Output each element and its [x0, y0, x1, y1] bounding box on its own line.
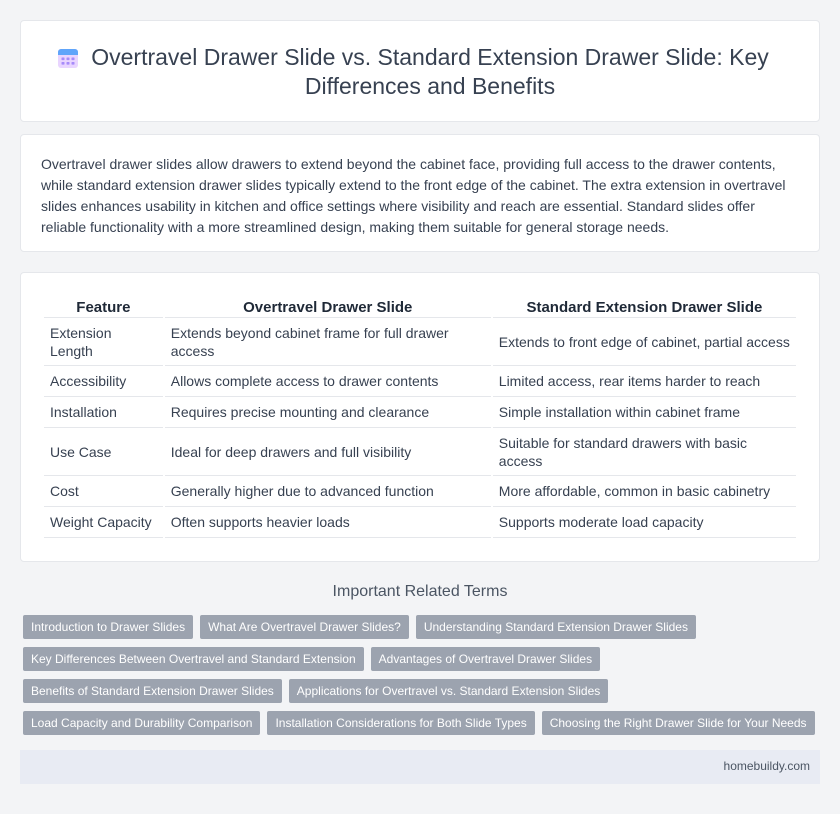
table-cell-feature: Installation: [44, 397, 163, 428]
table-cell-feature: Cost: [44, 476, 163, 507]
table-cell-overtravel: Often supports heavier loads: [165, 507, 491, 538]
table-cell-feature: Extension Length: [44, 318, 163, 366]
table-cell-standard: Extends to front edge of cabinet, partial access: [493, 318, 796, 366]
table-cell-feature: Accessibility: [44, 366, 163, 397]
column-header-overtravel: Overtravel Drawer Slide: [165, 296, 491, 318]
tag-link[interactable]: Understanding Standard Extension Drawer Slides: [416, 615, 696, 639]
tag-link[interactable]: Choosing the Right Drawer Slide for Your Needs: [542, 711, 815, 735]
tag-row: [23, 647, 823, 671]
related-terms-list: [23, 615, 823, 743]
tag-link[interactable]: Advantages of Overtravel Drawer Slides: [371, 647, 600, 671]
table-cell-standard: More affordable, common in basic cabinetry: [493, 476, 796, 507]
related-terms-heading: Important Related Terms: [332, 583, 508, 600]
table-row: [44, 476, 796, 507]
table-row: [44, 318, 796, 366]
table-cell-standard: Suitable for standard drawers with basic access: [493, 428, 796, 476]
header-card: [20, 20, 820, 122]
tag-row: [23, 615, 823, 639]
footer-site-name[interactable]: homebuildy.com: [723, 759, 810, 773]
tag-link[interactable]: Benefits of Standard Extension Drawer Slides: [23, 679, 282, 703]
table-cell-standard: Supports moderate load capacity: [493, 507, 796, 538]
column-header-feature: Feature: [44, 296, 163, 318]
tag-link[interactable]: Introduction to Drawer Slides: [23, 615, 193, 639]
tag-link[interactable]: Key Differences Between Overtravel and Standard Extension: [23, 647, 364, 671]
table-cell-overtravel: Generally higher due to advanced function: [165, 476, 491, 507]
table-cell-feature: Use Case: [44, 428, 163, 476]
table-cell-overtravel: Requires precise mounting and clearance: [165, 397, 491, 428]
tag-row: [23, 679, 823, 703]
table-cell-feature: Weight Capacity: [44, 507, 163, 538]
page-title: Overtravel Drawer Slide vs. Standard Extension Drawer Slide: Key Differences and Benefits: [91, 44, 769, 99]
tag-link[interactable]: Installation Considerations for Both Slide Types: [267, 711, 534, 735]
table-cell-standard: Simple installation within cabinet frame: [493, 397, 796, 428]
tag-row: [23, 711, 823, 735]
footer: [20, 750, 820, 784]
tag-link[interactable]: What Are Overtravel Drawer Slides?: [200, 615, 409, 639]
summary-paragraph: Overtravel drawer slides allow drawers to extend beyond the cabinet face, providing full access to the drawer contents, while standard extension drawer slides typically extend to the front edge of the cabinet. The extra extension in overtravel slides enhances usability in kitchen and office settings where visibility and reach are essential. Standard slides offer reliable functionality with a more streamlined design, making them suitable for general storage needs.: [41, 156, 786, 235]
comparison-table-card: [20, 272, 820, 562]
table-row: [44, 397, 796, 428]
tag-link[interactable]: Load Capacity and Durability Comparison: [23, 711, 260, 735]
table-row: [44, 507, 796, 538]
table-row: [44, 366, 796, 397]
table-cell-standard: Limited access, rear items harder to reach: [493, 366, 796, 397]
table-cell-overtravel: Extends beyond cabinet frame for full drawer access: [165, 318, 491, 366]
table-cell-overtravel: Allows complete access to drawer contents: [165, 366, 491, 397]
summary-card: [20, 134, 820, 252]
tag-link[interactable]: Applications for Overtravel vs. Standard Extension Slides: [289, 679, 608, 703]
comparison-table: [42, 296, 798, 538]
table-cell-overtravel: Ideal for deep drawers and full visibility: [165, 428, 491, 476]
table-row: [44, 428, 796, 476]
column-header-standard: Standard Extension Drawer Slide: [493, 296, 796, 318]
table-header-row: [44, 296, 796, 318]
